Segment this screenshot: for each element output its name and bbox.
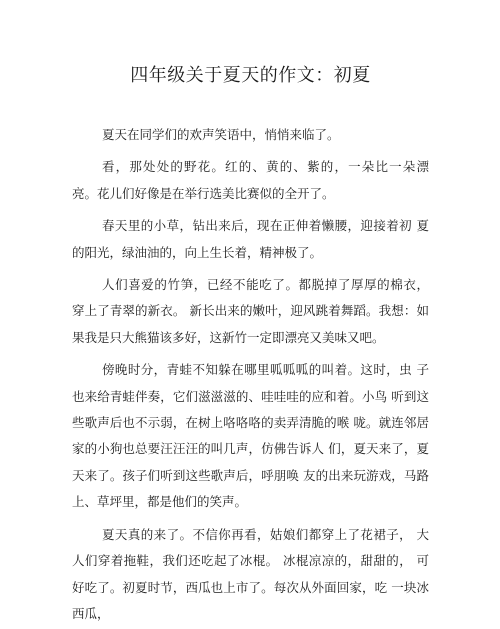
paragraph-5: 傍晚时分，青蛙不知躲在哪里呱呱呱的叫着。这时，虫 子也来给青蛙伴奏，它们滋滋滋的、哇哇哇的应和着。小鸟 听到这些歌声后也不示弱，在树上咯咯咯的卖弄清脆的喉 咙。就连邻居家的小狗也总要汪汪汪的叫几声，仿佛告诉人 们，夏天来了，夏天来了。孩子们听到这些歌声后，呼朋唤 友的出来玩游戏，马路上、草坪里，都是他们的笑声。 [72, 362, 429, 510]
paragraph-6: 夏天真的来了。不信你再看，姑娘们都穿上了花裙子， 大人们穿着拖鞋，我们还吃起了冰棍。 冰棍凉凉的，甜甜的， 可好吃了。初夏时节，西瓜也上市了。每次从外面回家，吃 一块冰西瓜， [72, 526, 429, 621]
document-title: 四年级关于夏天的作文：初夏 [130, 65, 371, 86]
paragraph-4: 人们喜爱的竹笋，已经不能吃了。都脱掉了厚厚的棉衣， 穿上了青翠的新衣。 新长出来的嫩叶，迎风跳着舞蹈。我想：如果我是只大熊猫该多好，这新竹一定即漂亮又美味又吧。 [72, 277, 429, 345]
document-page [0, 63, 500, 629]
paragraph-1: 夏天在同学们的欢声笑语中，悄悄来临了。 [102, 127, 340, 142]
paragraph-2: 看，那处处的野花。红的、黄的、紫的，一朵比一朵漂 亮。花儿们好像是在举行选美比赛似的全开了。 [72, 159, 429, 201]
document-body [72, 122, 429, 627]
paragraph-3: 春天里的小草，钻出来后，现在正伸着懒腰，迎接着初 夏的阳光，绿油油的，向上生长着，精神极了。 [72, 218, 429, 260]
